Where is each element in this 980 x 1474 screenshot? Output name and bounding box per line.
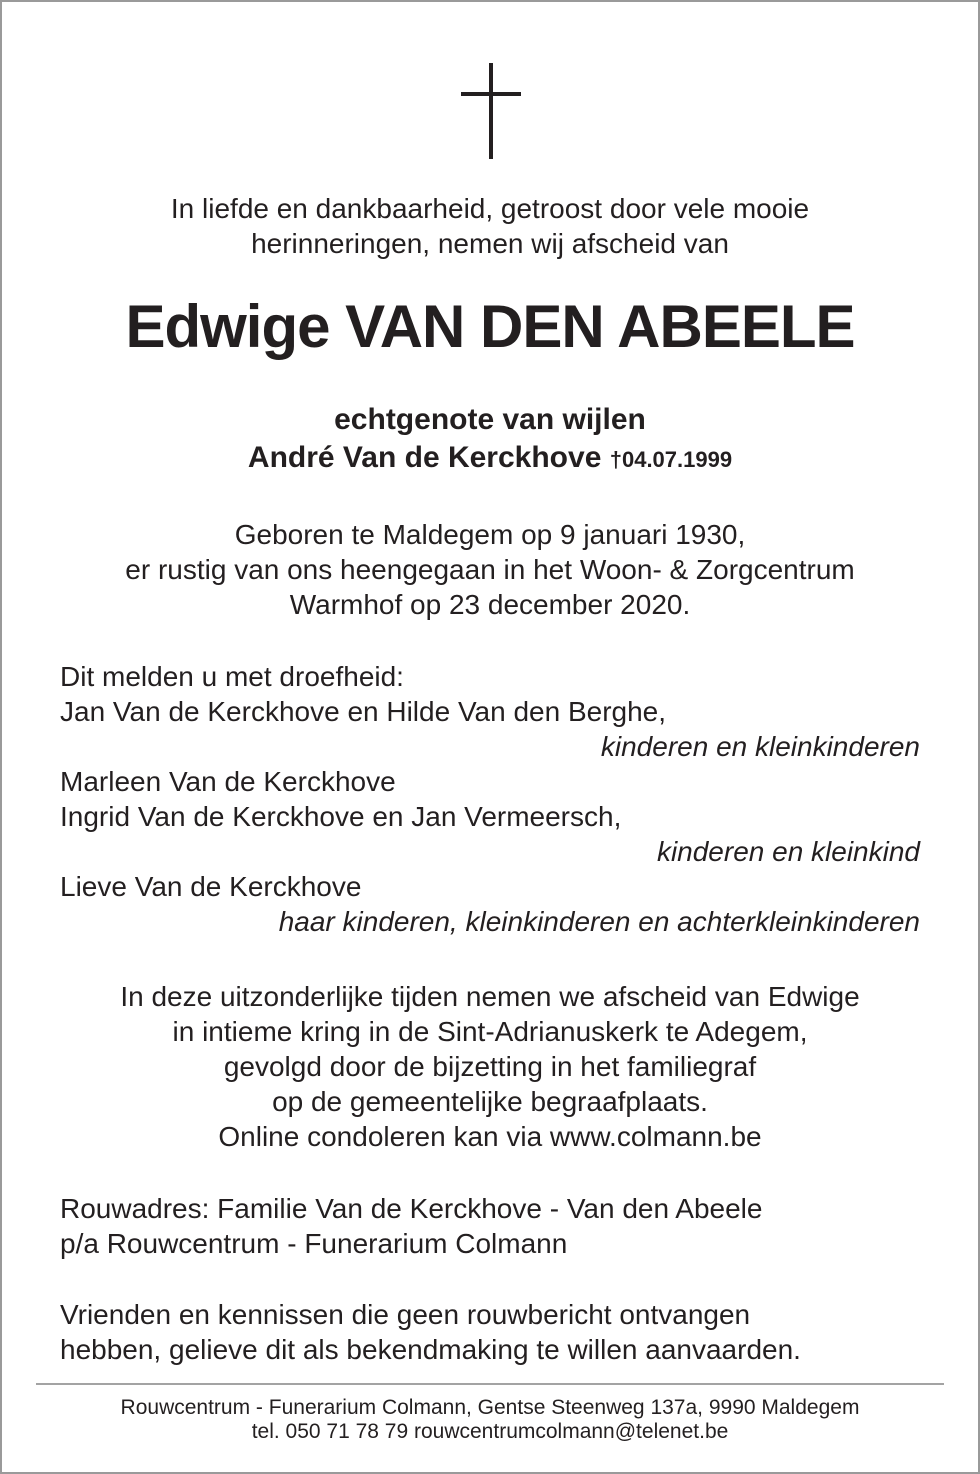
ceremony-line: In deze uitzonderlijke tijden nemen we afscheid van Edwige — [120, 981, 860, 1012]
family-list — [60, 659, 920, 939]
deceased-name: Edwige VAN DEN ABEELE — [125, 293, 855, 360]
family-entry: Jan Van de Kerckhove en Hilde Van den Berghe, — [60, 696, 667, 727]
spouse-death-date: 04.07.1999 — [621, 447, 733, 472]
birth-line: er rustig van ons heengegaan in het Woon- & Zorgcentrum — [125, 554, 855, 585]
footer-contact: tel. 050 71 78 79 rouwcentrumcolmann@telenet.be — [251, 1420, 729, 1443]
cross-icon — [461, 63, 521, 159]
family-entry: Marleen Van de Kerckhove — [60, 766, 396, 797]
family-relation: kinderen en kleinkind — [656, 836, 920, 867]
spouse-block — [0, 401, 980, 479]
condolence-line: Online condoleren kan via www.colmann.be — [218, 1121, 762, 1152]
footer — [0, 1396, 980, 1444]
birth-line: Warmhof op 23 december 2020. — [289, 589, 691, 620]
mourning-address — [60, 1191, 920, 1261]
ceremony-line: gevolgd door de bijzetting in het familiegraf — [223, 1051, 757, 1082]
friends-line: Vrienden en kennissen die geen rouwbericht ontvangen — [60, 1299, 751, 1330]
intro-text — [0, 191, 980, 261]
spouse-relation: echtgenote van wijlen — [334, 403, 646, 436]
family-relation: haar kinderen, kleinkinderen en achterkleinkinderen — [278, 906, 920, 937]
family-heading: Dit melden u met droefheid: — [60, 661, 404, 692]
family-entry: Ingrid Van de Kerckhove en Jan Vermeersch, — [60, 801, 622, 832]
intro-line: herinneringen, nemen wij afscheid van — [251, 228, 729, 259]
footer-divider — [36, 1383, 944, 1385]
address-line: Rouwadres: Familie Van de Kerckhove - Van den Abeele — [60, 1193, 763, 1224]
ceremony-line: in intieme kring in de Sint-Adrianuskerk te Adegem, — [172, 1016, 808, 1047]
intro-line: In liefde en dankbaarheid, getroost door vele mooie — [170, 193, 810, 224]
death-cross-symbol: † — [609, 447, 622, 472]
birth-line: Geboren te Maldegem op 9 januari 1930, — [234, 519, 746, 550]
spouse-line — [0, 439, 980, 479]
friends-line: hebben, gelieve dit als bekendmaking te willen aanvaarden. — [60, 1334, 801, 1365]
family-relation: kinderen en kleinkinderen — [600, 731, 920, 762]
ceremony-text — [0, 979, 980, 1154]
friends-notice — [60, 1297, 920, 1367]
ceremony-line: op de gemeentelijke begraafplaats. — [272, 1086, 708, 1117]
birth-death-text — [0, 517, 980, 622]
footer-address: Rouwcentrum - Funerarium Colmann, Gentse Steenweg 137a, 9990 Maldegem — [120, 1396, 860, 1419]
family-entry: Lieve Van de Kerckhove — [60, 871, 362, 902]
address-line: p/a Rouwcentrum - Funerarium Colmann — [60, 1228, 568, 1259]
spouse-name: André Van de Kerckhove — [247, 441, 602, 474]
